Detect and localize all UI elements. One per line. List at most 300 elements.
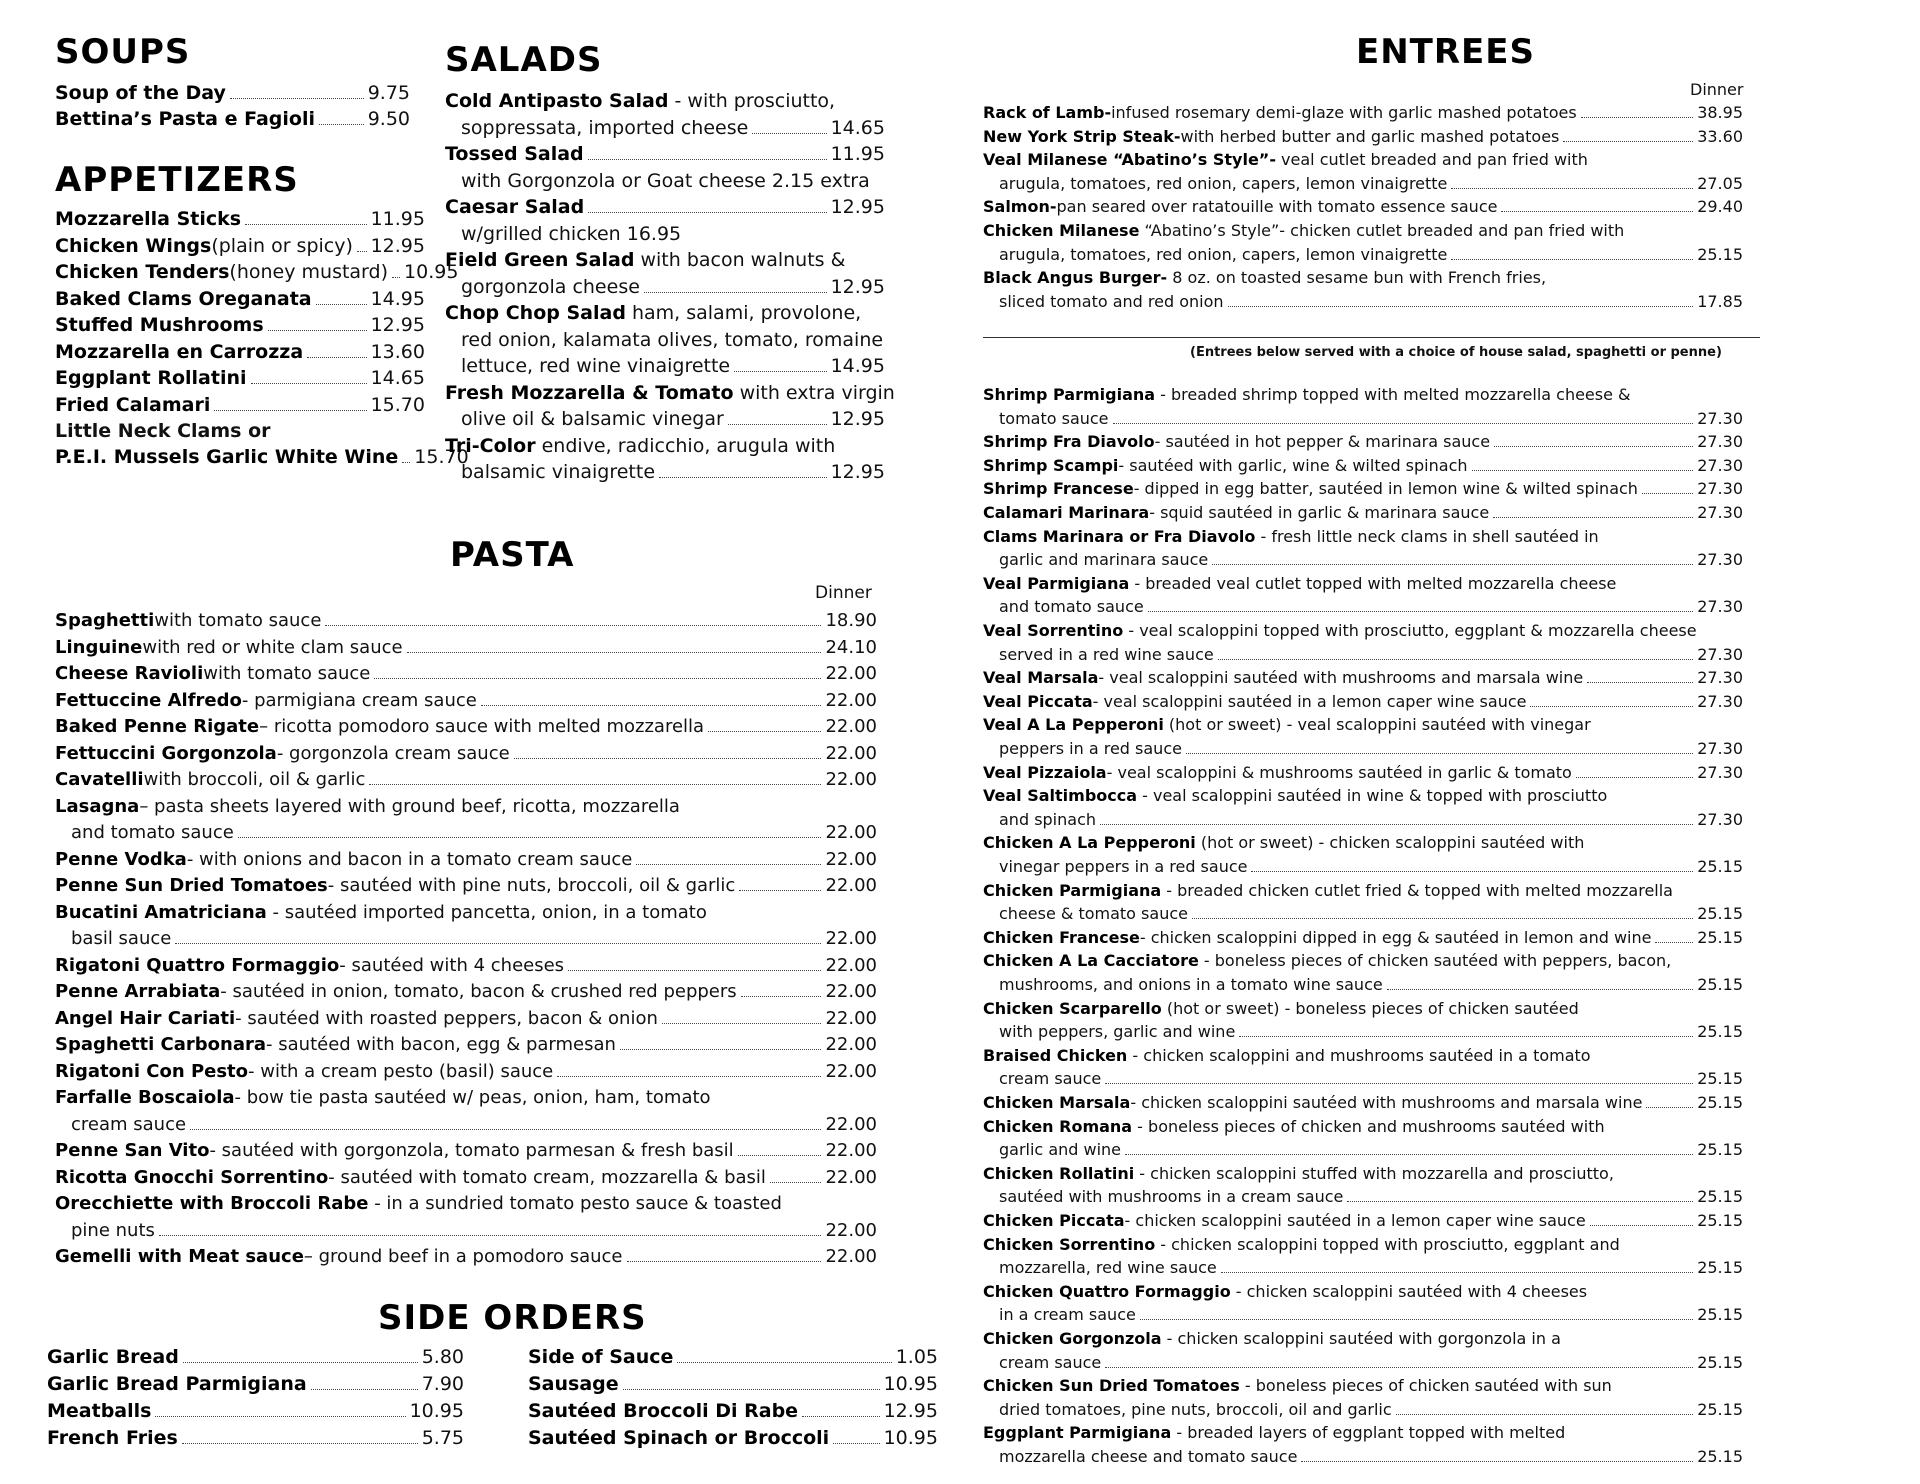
item-price: 22.00	[825, 742, 877, 764]
menu-item-line	[983, 761, 1743, 785]
item-price: 25.15	[1697, 1022, 1743, 1042]
menu-item-line	[983, 1256, 1743, 1280]
dot-leader	[627, 1261, 822, 1262]
item-price: 5.80	[421, 1346, 464, 1368]
menu-item-line	[983, 926, 1743, 950]
item-price: 10.95	[404, 261, 459, 283]
item-name: Chicken Wings	[55, 234, 212, 257]
item-desc: - sautéed with tomato cream, mozzarella & basil	[328, 1166, 766, 1188]
dot-leader	[238, 837, 822, 838]
menu-item	[55, 106, 410, 132]
item-desc: - boneless pieces of chicken sautéed with peppers, bacon,	[1198, 951, 1672, 971]
dot-leader	[659, 477, 827, 478]
dot-leader	[588, 159, 827, 160]
menu-item-line	[983, 290, 1743, 314]
item-name: Orecchiette with Broccoli Rabe	[55, 1193, 369, 1214]
item-name: Chicken A La Pepperoni	[983, 833, 1196, 853]
menu-item-line	[983, 219, 1743, 243]
item-price: 25.15	[1697, 1258, 1743, 1278]
dot-leader	[182, 1443, 418, 1444]
item-desc: mushrooms, and onions in a tomato wine sauce	[999, 974, 1383, 994]
item-price: 22.00	[825, 928, 877, 949]
item-price: 22.00	[825, 954, 877, 976]
menu-item-line	[983, 879, 1743, 903]
dot-leader	[802, 1416, 880, 1417]
item-price: 25.15	[1697, 1211, 1743, 1230]
menu-item	[445, 380, 895, 433]
menu-item-line	[983, 619, 1743, 643]
item-name: Angel Hair Cariati	[55, 1007, 236, 1029]
dot-leader	[557, 1076, 821, 1077]
item-name: Shrimp Parmigiana	[983, 385, 1156, 404]
dot-leader	[741, 996, 822, 997]
item-price: 25.15	[1697, 904, 1743, 924]
item-desc: – ground beef in a pomodoro sauce	[303, 1246, 623, 1267]
item-name: Rigatoni Con Pesto	[55, 1060, 249, 1082]
item-name: Soup of the Day	[55, 82, 226, 104]
menu-item-line	[528, 1371, 938, 1398]
menu-item	[983, 1091, 1743, 1115]
item-desc: and tomato sauce	[999, 597, 1144, 617]
menu-item-line	[55, 1191, 877, 1218]
menu-item-line	[983, 949, 1743, 973]
item-price: 27.30	[1697, 597, 1743, 617]
menu-item-line	[55, 661, 877, 688]
menu-item-line	[983, 643, 1743, 667]
item-desc: in a cream sauce	[999, 1305, 1136, 1325]
menu-item	[528, 1344, 938, 1371]
item-desc: - sautéed with garlic, wine & wilted spinach	[1118, 455, 1468, 475]
item-price: 10.95	[883, 1373, 938, 1395]
item-price: 5.75	[421, 1427, 464, 1449]
menu-item	[983, 1209, 1743, 1233]
menu-item-line: Little Neck Clams or	[55, 420, 271, 442]
item-desc: with broccoli, oil & garlic	[143, 769, 366, 790]
item-desc: - gorgonzola cream sauce	[276, 742, 510, 764]
menu-item	[55, 1165, 877, 1192]
item-desc: – pasta sheets layered with ground beef, ricotta, mozzarella	[139, 795, 680, 817]
item-name: Farfalle Boscaiola	[55, 1087, 235, 1108]
item-name: Eggplant Rollatini	[55, 367, 247, 389]
dot-leader	[1451, 259, 1693, 260]
item-desc: ham, salami, provolone,	[625, 302, 862, 324]
item-name: P.E.I. Mussels Garlic White Wine	[55, 446, 399, 468]
dot-leader	[738, 1155, 822, 1156]
menu-item	[47, 1398, 464, 1425]
item-name: Chicken Rollatini	[983, 1163, 1135, 1183]
menu-item	[55, 794, 877, 847]
item-desc: sliced tomato and red onion	[999, 291, 1224, 311]
item-name: Ricotta Gnocchi Sorrentino	[55, 1166, 329, 1188]
menu-item	[445, 88, 885, 141]
item-price: 22.00	[825, 1034, 877, 1055]
menu-item-line	[55, 635, 877, 662]
item-desc: and spinach	[999, 809, 1097, 829]
dot-leader	[677, 1362, 891, 1363]
item-desc: soppressata, imported cheese	[461, 116, 749, 139]
item-price: 12.95	[830, 196, 885, 218]
dot-leader	[245, 224, 366, 225]
dot-leader	[1563, 141, 1693, 142]
item-desc: cream sauce	[71, 1113, 187, 1135]
item-name: Garlic Bread	[47, 1346, 179, 1368]
menu-item-line	[445, 459, 885, 486]
item-price: 27.30	[1697, 479, 1743, 499]
item-desc: - breaded veal cutlet topped with melted mozzarella cheese	[1129, 573, 1617, 593]
menu-item-line	[47, 1371, 464, 1398]
dot-leader	[1192, 918, 1693, 919]
dot-leader	[1501, 211, 1693, 212]
item-desc: - veal scaloppini & mushrooms sautéed in garlic & tomato	[1106, 762, 1572, 782]
menu-item	[55, 1032, 877, 1059]
menu-item-line	[983, 737, 1743, 761]
menu-item	[983, 430, 1743, 454]
menu-item-line	[445, 380, 895, 407]
entrees-title: ENTREES	[1356, 32, 1535, 72]
item-price: 9.50	[367, 108, 410, 130]
dot-leader	[251, 383, 367, 384]
menu-item	[983, 926, 1743, 950]
item-price: 27.05	[1697, 173, 1743, 193]
item-name: Calamari Marinara	[983, 503, 1150, 522]
item-price: 10.95	[883, 1427, 938, 1449]
dot-leader	[325, 625, 821, 626]
item-price: 27.30	[1697, 738, 1743, 758]
item-name: Rack of Lamb-	[983, 103, 1112, 122]
menu-item-line	[983, 1445, 1743, 1469]
item-name: Sautéed Broccoli Di Rabe	[528, 1400, 799, 1422]
menu-item	[983, 1233, 1743, 1280]
menu-item-line	[983, 1209, 1743, 1233]
item-desc: endive, radicchio, arugula with	[535, 434, 836, 457]
item-desc: - chicken scaloppini and mushrooms sautéed in a tomato	[1127, 1045, 1591, 1065]
menu-item-line	[983, 383, 1743, 407]
item-price: 22.00	[825, 1007, 877, 1029]
menu-item-line	[528, 1398, 938, 1425]
item-name: Chicken Scarparello	[983, 998, 1162, 1018]
menu-item-line	[55, 365, 425, 391]
item-desc: - chicken scaloppini dipped in egg & sautéed in lemon and wine	[1139, 927, 1652, 947]
menu-item-line	[983, 1398, 1743, 1422]
item-price: 14.65	[370, 367, 425, 389]
item-desc: - with prosciutto,	[668, 90, 836, 112]
item-desc: cheese & tomato sauce	[999, 904, 1188, 924]
dot-leader	[770, 1182, 822, 1183]
item-desc: tomato sauce	[999, 408, 1109, 428]
item-price: 14.65	[830, 116, 885, 139]
item-price: 33.60	[1697, 126, 1743, 146]
item-name: Chicken Quattro Formaggio	[983, 1281, 1231, 1301]
item-desc: basil sauce	[71, 928, 172, 949]
dot-leader	[319, 124, 364, 125]
item-price: 7.90	[421, 1373, 464, 1395]
menu-item	[983, 713, 1743, 760]
item-price: 22.00	[825, 875, 877, 896]
item-price: 22.00	[825, 1113, 877, 1135]
menu-item	[983, 1374, 1743, 1421]
item-name: Cold Antipasto Salad	[445, 90, 669, 112]
item-price: 27.30	[1697, 455, 1743, 475]
menu-item-line	[55, 1244, 877, 1271]
item-desc: infused rosemary demi-glaze with garlic mashed potatoes	[1111, 103, 1577, 122]
item-desc: with tomato sauce	[203, 663, 371, 684]
menu-item	[55, 206, 425, 232]
item-price: 25.15	[1697, 244, 1743, 264]
item-price: 27.30	[1697, 691, 1743, 711]
menu-item	[983, 572, 1743, 619]
item-price: 22.00	[825, 769, 877, 790]
menu-item-line	[55, 392, 425, 418]
item-price: 27.30	[1697, 809, 1743, 829]
item-price: 15.70	[414, 446, 469, 468]
menu-item-line	[55, 873, 877, 900]
item-desc: - breaded layers of eggplant topped with melted	[1171, 1423, 1566, 1443]
dot-leader	[1148, 611, 1693, 612]
menu-item-line	[983, 243, 1743, 267]
dot-leader	[175, 943, 821, 944]
item-desc: - boneless pieces of chicken and mushrooms sautéed with	[1132, 1116, 1605, 1136]
item-price: 25.15	[1697, 1069, 1743, 1089]
dot-leader	[1530, 706, 1693, 707]
menu-item-line	[55, 80, 410, 106]
item-price: 10.95	[409, 1400, 464, 1422]
dot-leader	[1186, 753, 1693, 754]
dot-leader	[1140, 1319, 1693, 1320]
menu-item	[55, 233, 425, 259]
item-desc: (hot or sweet) - chicken scaloppini sautéed with	[1195, 833, 1585, 853]
menu-item	[55, 1085, 877, 1138]
menu-item-line	[47, 1344, 464, 1371]
menu-item-line	[55, 1059, 877, 1086]
item-name: Braised Chicken	[983, 1045, 1128, 1065]
menu-item-line	[528, 1425, 938, 1452]
item-price: 18.90	[825, 610, 877, 631]
menu-item	[55, 741, 877, 768]
item-desc: - dipped in egg batter, sautéed in lemon wine & wilted spinach	[1133, 479, 1638, 499]
item-name: Fettuccine Alfredo	[55, 689, 242, 711]
menu-item-line	[983, 973, 1743, 997]
dot-leader	[708, 731, 821, 732]
item-desc: - chicken scaloppini topped with prosciutto, eggplant and	[1155, 1234, 1620, 1254]
item-desc: - fresh little neck clams in shell sautéed in	[1255, 526, 1599, 546]
item-price: 22.00	[825, 716, 877, 737]
item-desc: and tomato sauce	[71, 822, 234, 843]
menu-item	[445, 194, 885, 247]
item-name: Veal A La Pepperoni	[983, 715, 1164, 735]
menu-item-line	[983, 997, 1743, 1021]
item-name: Lasagna	[55, 795, 140, 817]
menu-item-line	[983, 1067, 1743, 1091]
dinner-label: Dinner	[1690, 80, 1744, 99]
item-desc: - with onions and bacon in a tomato cream sauce	[186, 848, 633, 870]
item-name: Baked Penne Rigate	[55, 716, 260, 737]
menu-item-line	[55, 688, 877, 715]
item-desc: vinegar peppers in a red sauce	[999, 856, 1248, 876]
menu-item-line	[55, 900, 877, 927]
item-price: 27.30	[1697, 432, 1743, 452]
dot-leader	[623, 1389, 880, 1390]
menu-item	[55, 392, 425, 418]
item-desc: - chicken scaloppini sautéed with mushrooms and marsala wine	[1130, 1093, 1643, 1112]
menu-item	[47, 1425, 464, 1452]
item-name: Veal Saltimbocca	[983, 786, 1138, 806]
dot-leader	[588, 212, 826, 213]
menu-item-line	[55, 339, 425, 365]
menu-item-line	[55, 820, 877, 847]
item-desc: arugula, tomatoes, red onion, capers, lemon vinaigrette	[999, 173, 1448, 193]
menu-item-line	[983, 1233, 1743, 1257]
item-price: 12.95	[830, 461, 885, 483]
menu-item-line	[983, 548, 1743, 572]
dot-leader	[1396, 1414, 1694, 1415]
item-desc: 8 oz. on toasted sesame bun with French fries,	[1167, 268, 1547, 288]
dot-leader	[268, 330, 367, 331]
item-name: New York Strip Steak-	[983, 126, 1181, 146]
menu-item	[983, 666, 1743, 690]
item-desc: - chicken scaloppini stuffed with mozzarella and prosciutto,	[1134, 1163, 1614, 1183]
menu-item	[55, 873, 877, 900]
menu-item	[983, 501, 1743, 525]
item-name: Chicken Marsala	[983, 1093, 1131, 1112]
dot-leader	[1590, 1225, 1694, 1226]
dot-leader	[1494, 446, 1693, 447]
menu-item-line	[55, 312, 425, 338]
dot-leader	[1105, 1367, 1693, 1368]
item-price: 27.30	[1697, 668, 1743, 688]
item-name: Veal Pizzaiola	[983, 762, 1107, 782]
menu-item	[983, 125, 1743, 149]
item-desc: - chicken scaloppini sautéed with gorgonzola in a	[1161, 1329, 1561, 1348]
menu-item-line	[983, 172, 1743, 196]
menu-item-line	[983, 477, 1743, 501]
item-name: Bucatini Amatriciana	[55, 901, 267, 923]
item-name: Chicken A La Cacciatore	[983, 951, 1199, 971]
item-price: 12.95	[370, 314, 425, 336]
menu-item-line	[55, 206, 425, 232]
menu-item	[528, 1425, 938, 1452]
item-price: 25.15	[1697, 856, 1743, 876]
menu-item-line: w/grilled chicken 16.95	[461, 222, 682, 245]
item-desc: - parmigiana cream sauce	[241, 689, 477, 711]
item-desc: - with a cream pesto (basil) sauce	[248, 1060, 554, 1082]
menu-item-line	[983, 430, 1743, 454]
menu-item	[983, 879, 1743, 926]
item-name: Chicken Francese	[983, 927, 1140, 947]
item-desc: - bow tie pasta sautéed w/ peas, onion, ham, tomato	[234, 1087, 711, 1108]
item-desc: - veal scaloppini sautéed with mushrooms and marsala wine	[1098, 668, 1584, 688]
dot-leader	[230, 98, 364, 99]
menu-item-line	[983, 1351, 1743, 1375]
menu-item	[55, 661, 877, 688]
item-desc: garlic and marinara sauce	[999, 550, 1209, 570]
item-desc: with peppers, garlic and wine	[999, 1022, 1236, 1042]
item-desc: (hot or sweet) - boneless pieces of chicken sautéed	[1161, 998, 1579, 1018]
item-desc: - sautéed with 4 cheeses	[339, 954, 565, 976]
dot-leader	[636, 864, 821, 865]
item-name: Eggplant Parmigiana	[983, 1423, 1172, 1443]
menu-item	[445, 300, 885, 380]
menu-item	[983, 383, 1743, 430]
item-price: 25.15	[1697, 1446, 1743, 1466]
item-desc: arugula, tomatoes, red onion, capers, lemon vinaigrette	[999, 244, 1448, 264]
menu-item	[983, 784, 1743, 831]
item-price: 27.30	[1697, 503, 1743, 522]
dot-leader	[1642, 493, 1693, 494]
item-price: 17.85	[1697, 291, 1743, 311]
item-price: 11.95	[370, 208, 425, 230]
item-name: Linguine	[55, 636, 143, 658]
item-desc: - sautéed with pine nuts, broccoli, oil & garlic	[327, 875, 736, 896]
menu-item-line	[983, 784, 1743, 808]
item-name: Chicken Sun Dried Tomatoes	[983, 1376, 1240, 1396]
divider	[983, 337, 1760, 338]
item-name: Chicken Piccata	[983, 1211, 1125, 1230]
menu-item-line	[983, 454, 1743, 478]
item-name: Side of Sauce	[528, 1346, 674, 1368]
menu-item-line	[983, 148, 1743, 172]
item-price: 25.15	[1697, 1187, 1743, 1207]
item-desc: - sautéed with bacon, egg & parmesan	[266, 1034, 616, 1055]
item-name: Chicken Tenders	[55, 261, 230, 283]
dot-leader	[739, 890, 821, 891]
menu-item-line: with Gorgonzola or Goat cheese 2.15 extra	[461, 169, 870, 192]
menu-item	[47, 1344, 464, 1371]
dot-leader	[1587, 682, 1693, 683]
menu-item-line	[983, 501, 1743, 525]
menu-item	[983, 761, 1743, 785]
menu-item-line	[983, 1280, 1743, 1304]
dot-leader	[1347, 1201, 1693, 1202]
item-price: 25.15	[1697, 1352, 1743, 1372]
dot-leader	[620, 1049, 822, 1050]
item-name: French Fries	[47, 1427, 178, 1449]
item-desc: sautéed with mushrooms in a cream sauce	[999, 1187, 1344, 1207]
item-desc: (honey mustard)	[229, 261, 389, 283]
menu-item-line	[445, 274, 885, 301]
item-name: Veal Marsala	[983, 668, 1099, 688]
item-name: Chicken Gorgonzola	[983, 1329, 1162, 1348]
item-desc: - in a sundried tomato pesto sauce & toasted	[368, 1193, 782, 1214]
menu-item-line	[55, 259, 459, 285]
dot-leader	[1239, 1036, 1693, 1037]
item-desc: peppers in a red sauce	[999, 738, 1182, 758]
pasta-title: PASTA	[450, 535, 575, 575]
item-price: 22.00	[825, 663, 877, 684]
dot-leader	[316, 304, 367, 305]
menu-item	[55, 900, 877, 953]
item-name: Tossed Salad	[445, 143, 584, 165]
item-desc: lettuce, red wine vinaigrette	[461, 355, 731, 377]
menu-item-line	[55, 444, 469, 470]
menu-item-line	[445, 300, 885, 327]
item-name: Penne Sun Dried Tomatoes	[55, 875, 328, 896]
item-name: Chicken Parmigiana	[983, 880, 1162, 900]
menu-item-line	[983, 101, 1743, 125]
menu-item	[55, 1191, 877, 1244]
item-name: Veal Piccata	[983, 691, 1093, 711]
menu-item	[55, 688, 877, 715]
item-price: 22.00	[825, 689, 877, 711]
menu-item-line	[445, 115, 885, 142]
dot-leader	[1472, 470, 1694, 471]
menu-item	[55, 1138, 877, 1165]
menu-item-line	[55, 1006, 877, 1033]
dot-leader	[214, 410, 366, 411]
menu-item-line	[983, 1421, 1743, 1445]
dot-leader	[190, 1129, 821, 1130]
item-desc: - sautéed imported pancetta, onion, in a tomato	[266, 901, 707, 923]
menu-item	[983, 619, 1743, 666]
